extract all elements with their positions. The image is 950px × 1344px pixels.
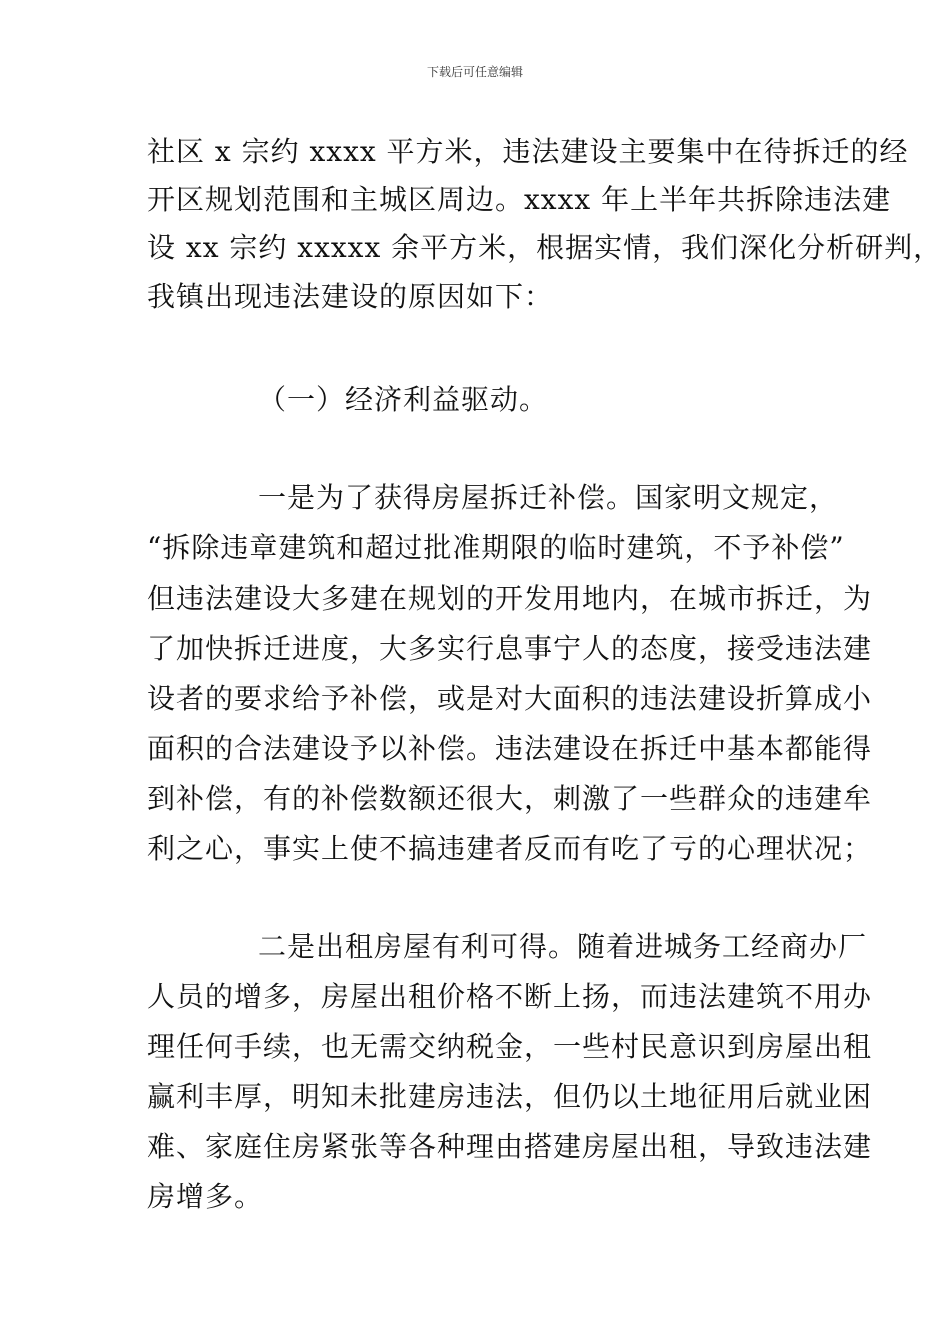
- text-line: 我镇出现违法建设的原因如下：: [147, 280, 554, 313]
- text-line: 社区 x 宗约 xxxx 平方米，违法建设主要集中在待拆迁的经: [147, 135, 909, 168]
- text-line: 人员的增多，房屋出租价格不断上扬，而违法建筑不用办: [147, 980, 873, 1013]
- section-heading: （一）经济利益驱动。: [258, 383, 549, 416]
- page-header: 下载后可任意编辑: [426, 65, 523, 79]
- text-line: 设者的要求给予补偿，或是对大面积的违法建设折算成小: [147, 682, 873, 715]
- text-line: 设 xx 宗约 xxxxx 余平方米，根据实情，我们深化分析研判，: [147, 231, 943, 264]
- text-line: 了加快拆迁进度，大多实行息事宁人的态度，接受违法建: [147, 632, 873, 665]
- text-line: 利之心，事实上使不搞违建者反而有吃了亏的心理状况；: [147, 832, 873, 865]
- text-line: 一是为了获得房屋拆迁补偿。国家明文规定，: [258, 481, 839, 514]
- text-line: 开区规划范围和主城区周边。xxxx 年上半年共拆除违法建: [147, 183, 892, 216]
- text-line: 理任何手续，也无需交纳税金，一些村民意识到房屋出租: [147, 1030, 873, 1063]
- text-line: 但违法建设大多建在规划的开发用地内，在城市拆迁，为: [147, 582, 873, 615]
- text-line: 赢利丰厚，明知未批建房违法，但仍以土地征用后就业困: [147, 1080, 873, 1113]
- text-line: 房增多。: [147, 1180, 264, 1213]
- text-line: 面积的合法建设予以补偿。违法建设在拆迁中基本都能得: [147, 732, 873, 765]
- text-line: 难、家庭住房紧张等各种理由搭建房屋出租，导致违法建: [147, 1130, 873, 1163]
- text-line: “拆除违章建筑和超过批准期限的临时建筑，不予补偿”: [147, 531, 845, 564]
- text-line: 二是出租房屋有利可得。随着进城务工经商办厂: [258, 930, 868, 963]
- text-line: 到补偿，有的补偿数额还很大，刺激了一些群众的违建牟: [147, 782, 873, 815]
